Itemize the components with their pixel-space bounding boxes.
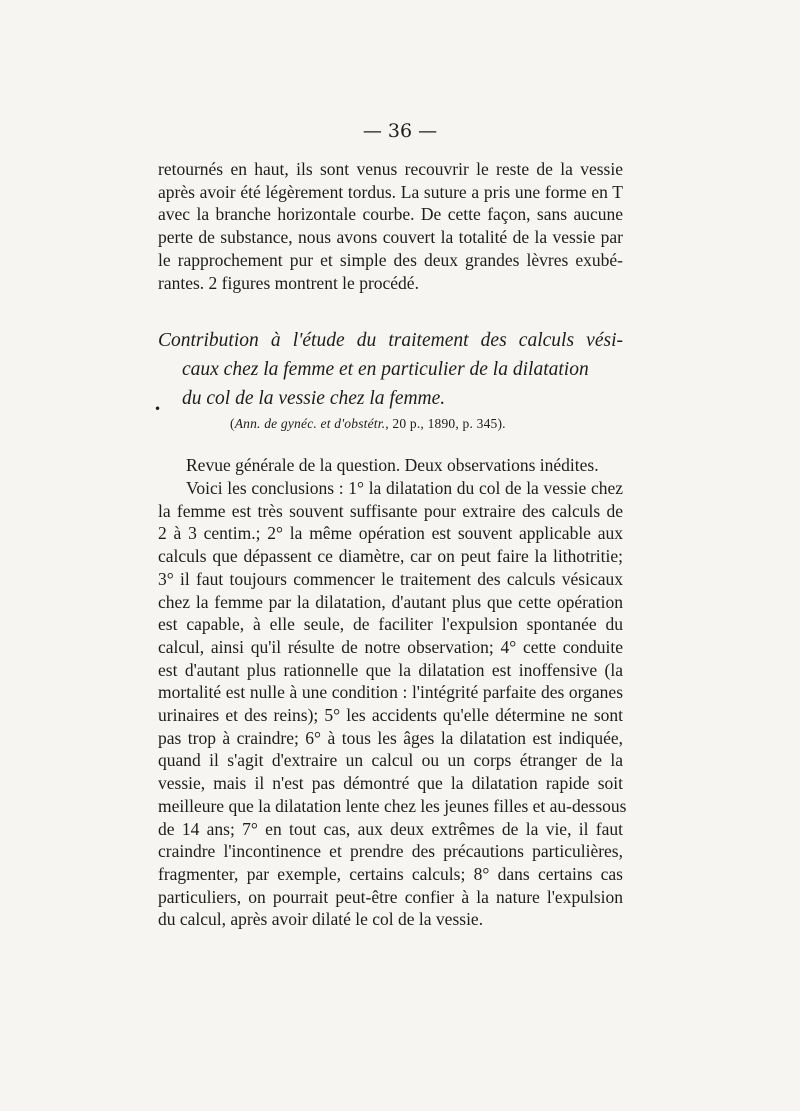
summary-paragraph bbox=[158, 454, 623, 477]
citation-journal: Ann. de gynéc. et d'obstétr. bbox=[234, 416, 386, 431]
text-line: quand il s'agit d'extraire un calcul ou un corps étranger de la bbox=[158, 750, 623, 771]
paragraph-procedure bbox=[158, 158, 623, 294]
text-line: perte de substance, nous avons couvert la totalité de la vessie par bbox=[158, 227, 623, 248]
text-line: est capable, à elle seule, de faciliter l'expulsion spontanée du bbox=[158, 614, 623, 635]
citation-details: , 20 p., 1890, p. 345). bbox=[385, 416, 506, 431]
text-line: le rapprochement pur et simple des deux grandes lèvres exubé- bbox=[158, 249, 623, 270]
article-title bbox=[158, 326, 623, 413]
text-line: vessie, mais il n'est pas démontré que la dilatation rapide soit bbox=[158, 773, 623, 794]
text-line: retournés en haut, ils sont venus recouvrir le reste de la vessie bbox=[158, 159, 623, 179]
citation-open: ( bbox=[230, 416, 235, 431]
text-line: avec la branche horizontale courbe. De cette façon, sans aucune bbox=[158, 204, 623, 225]
text-line: de 14 ans; 7° en tout cas, aux deux extrêmes de la vie, il faut bbox=[158, 818, 623, 839]
text-line: calcul, ainsi qu'il résulte de notre observation; 4° cette conduite bbox=[158, 636, 623, 657]
text-line: pas trop à craindre; 6° à tous les âges la dilatation est indiquée, bbox=[158, 727, 623, 748]
text-line: calculs que dépassent ce diamètre, car on peut faire la lithotritie; bbox=[158, 546, 623, 567]
text-line: après avoir été légèrement tordus. La suture a pris une forme en T bbox=[158, 181, 623, 202]
title-line: du col de la vessie chez la femme. bbox=[182, 388, 446, 409]
summary-line: Revue générale de la question. Deux observations inédites. bbox=[186, 455, 599, 475]
title-line: caux chez la femme et en particulier de la dilatation bbox=[182, 359, 589, 380]
text-line: chez la femme par la dilatation, d'autant plus que cette opération bbox=[158, 591, 623, 612]
text-line: particuliers, on pourrait peut-être confier à la nature l'expulsion bbox=[158, 886, 623, 907]
citation bbox=[230, 416, 506, 432]
text-line: urinaires et des reins); 5° les accidents qu'elle détermine ne sont bbox=[158, 705, 623, 726]
text-line: Voici les conclusions : 1° la dilatation du col de la vessie chez bbox=[186, 478, 623, 498]
paragraph-conclusions bbox=[158, 477, 627, 931]
title-line: Contribution à l'étude du traitement des calculs vési- bbox=[158, 330, 623, 351]
text-line: meilleure que la dilatation lente chez les jeunes filles et au-dessous bbox=[158, 795, 627, 816]
text-line: rantes. 2 figures montrent le procédé. bbox=[158, 272, 419, 293]
text-line: fragmenter, par exemple, certains calculs; 8° dans certains cas bbox=[158, 863, 623, 884]
text-line: 3° il faut toujours commencer le traitement des calculs vésicaux bbox=[158, 568, 623, 589]
text-line: 2 à 3 centim.; 2° la même opération est souvent applicable aux bbox=[158, 523, 623, 544]
text-line: est d'autant plus rationnelle que la dilatation est inoffensive (la bbox=[158, 659, 623, 680]
text-line: mortalité est nulle à une condition : l'intégrité parfaite des organes bbox=[158, 682, 623, 703]
text-line: craindre l'incontinence et prendre des précautions particulières, bbox=[158, 841, 623, 862]
text-line: la femme est très souvent suffisante pour extraire des calculs de bbox=[158, 500, 623, 521]
page-number: — 36 — bbox=[362, 120, 438, 142]
text-line: du calcul, après avoir dilaté le col de la vessie. bbox=[158, 909, 484, 930]
bullet-mark: • bbox=[154, 402, 162, 416]
